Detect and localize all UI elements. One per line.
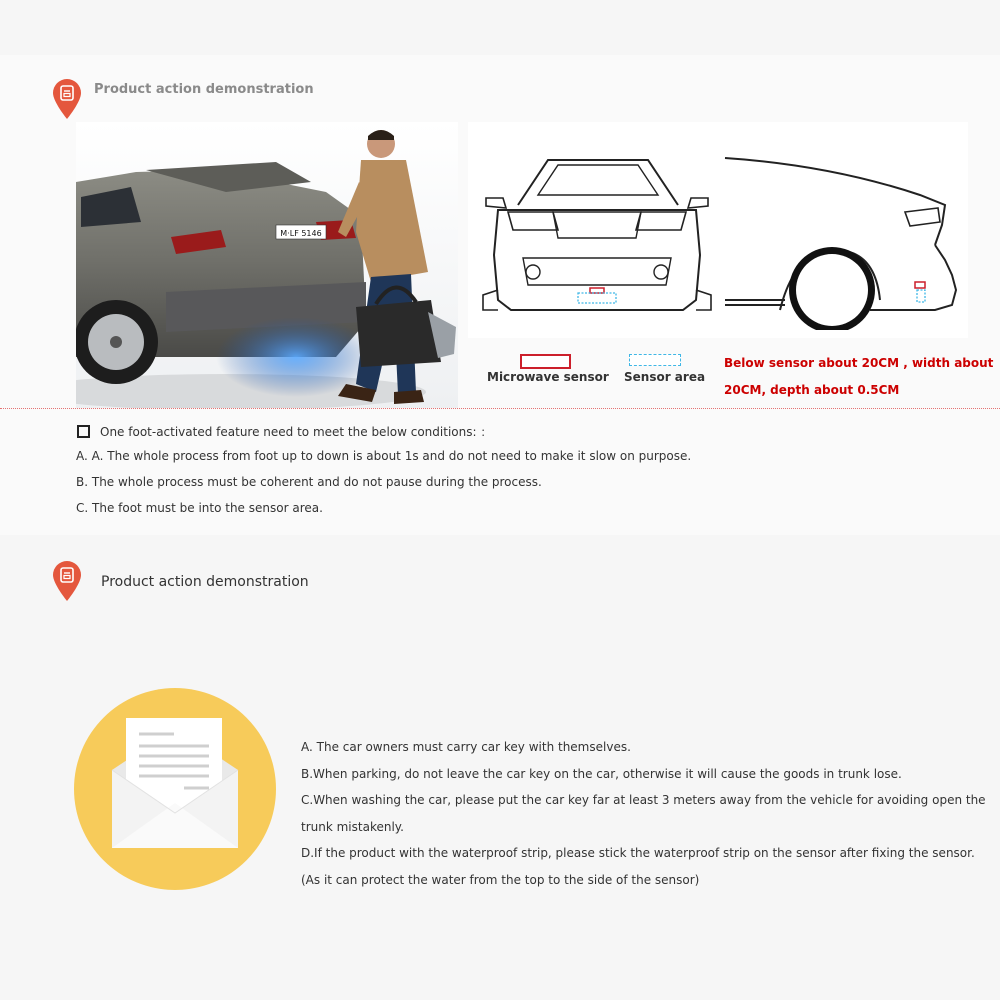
section2-title: Product action demonstration [101,574,309,590]
note-c: C.When washing the car, please put the car key far at least 3 meters away from the vehicle for avoiding open the [301,793,986,807]
microwave-sensor-swatch [520,354,571,369]
location-pin-icon-2 [51,560,83,602]
condition-c: C. The foot must be into the sensor area. [76,501,323,515]
section1-title: Product action demonstration [94,82,314,97]
sensor-marker-rear [590,288,604,293]
section-divider [0,408,1000,409]
note-c-cont: trunk mistakenly. [301,820,404,834]
sensor-area-label: Sensor area [624,370,706,384]
sensor-area-swatch [629,354,681,366]
envelope-letter-icon [74,688,276,890]
sensor-area-side [917,290,925,302]
condition-a: A. A. The whole process from foot up to down is about 1s and do not need to make it slow on purpose. [76,449,692,463]
checkbox-icon [77,425,90,438]
car-trunk-photo [76,122,458,408]
note-d-cont: (As it can protect the water from the top to the side of the sensor) [301,873,700,887]
condition-b: B. The whole process must be coherent and do not pause during the process. [76,475,542,489]
rear-view-diagram [478,150,716,320]
microwave-sensor-label: Microwave sensor [487,370,609,384]
sensor-note-line1: Below sensor about 20CM , width about [724,356,994,370]
note-b: B.When parking, do not leave the car key on the car, otherwise it will cause the goods in trunk lose. [301,767,902,781]
sensor-area-rear [578,293,616,303]
note-d: D.If the product with the waterproof strip, please stick the waterproof strip on the sensor after fixing the sensor. [301,846,975,860]
conditions-title: One foot-activated feature need to meet the below conditions: ： [100,425,493,439]
note-a: A. The car owners must carry car key with themselves. [301,740,631,754]
sensor-marker-side [915,282,925,288]
side-view-diagram [720,150,965,330]
location-pin-icon [51,78,83,120]
license-plate: M·LF 5146 [280,229,322,238]
sensor-note-line2: 20CM, depth about 0.5CM [724,383,900,397]
